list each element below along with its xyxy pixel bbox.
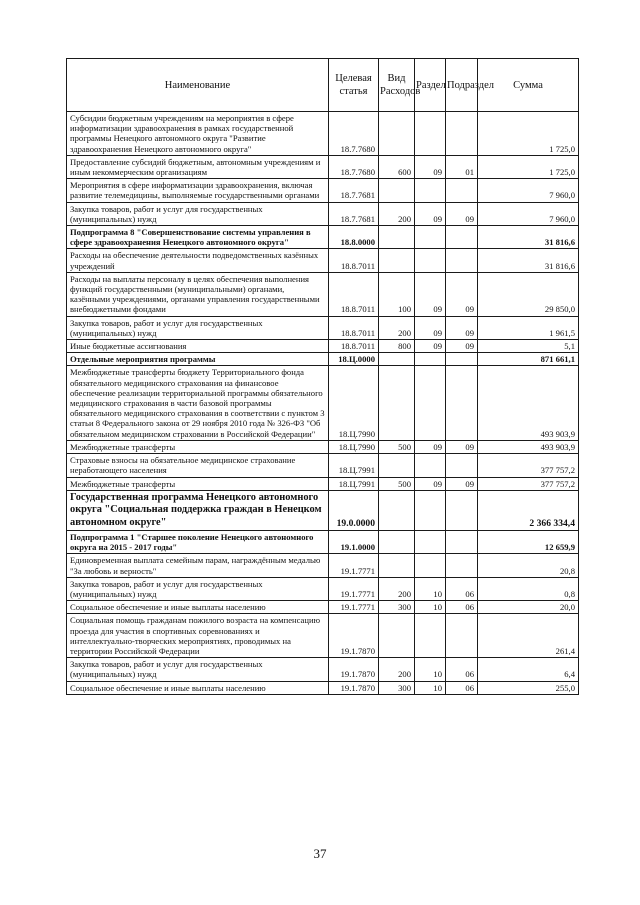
row-name: Межбюджетные трансферты	[67, 477, 329, 490]
row-amount: 493 903,9	[478, 366, 579, 440]
row-target-article: 18.Ц.7991	[329, 477, 379, 490]
row-amount: 871 661,1	[478, 353, 579, 366]
row-section	[415, 454, 446, 477]
row-amount: 12 659,9	[478, 530, 579, 553]
row-expense-type	[379, 249, 415, 272]
row-section: 09	[415, 155, 446, 178]
table-row	[67, 454, 579, 477]
table-row	[67, 226, 579, 249]
row-name: Страховые взносы на обязательное медицинское страхование неработающего населения	[67, 454, 329, 477]
row-target-article: 19.1.7771	[329, 577, 379, 600]
row-amount: 7 960,0	[478, 202, 579, 225]
table-row	[67, 681, 579, 694]
row-amount: 255,0	[478, 681, 579, 694]
row-expense-type: 200	[379, 577, 415, 600]
row-section	[415, 554, 446, 577]
header-section: Раздел	[415, 59, 446, 112]
row-name: Единовременная выплата семейным парам, награждённым медалью "За любовь и верность"	[67, 554, 329, 577]
row-section: 09	[415, 272, 446, 316]
table-row	[67, 530, 579, 553]
table-row	[67, 316, 579, 339]
row-amount: 493 903,9	[478, 440, 579, 453]
row-section	[415, 179, 446, 202]
header-amount: Сумма	[478, 59, 579, 112]
budget-table	[66, 58, 579, 695]
row-target-article: 19.1.7870	[329, 681, 379, 694]
row-section: 09	[415, 440, 446, 453]
row-expense-type	[379, 454, 415, 477]
row-expense-type: 200	[379, 316, 415, 339]
row-section: 09	[415, 316, 446, 339]
row-expense-type	[379, 366, 415, 440]
row-name: Подпрограмма 8 "Совершенствование системы управления в сфере здравоохранения Ненецкого автономного округа"	[67, 226, 329, 249]
row-expense-type: 300	[379, 601, 415, 614]
row-expense-type	[379, 226, 415, 249]
row-subsection	[446, 490, 478, 530]
row-target-article: 18.Ц.7991	[329, 454, 379, 477]
row-amount: 1 725,0	[478, 112, 579, 156]
row-name: Предоставление субсидий бюджетным, автономным учреждениям и иным некоммерческим организациям	[67, 155, 329, 178]
row-amount: 20,0	[478, 601, 579, 614]
row-amount: 0,8	[478, 577, 579, 600]
row-subsection	[446, 179, 478, 202]
row-subsection: 06	[446, 577, 478, 600]
row-name: Государственная программа Ненецкого автономного округа "Социальная поддержка граждан в Ненецком автономном округе"	[67, 490, 329, 530]
row-name: Межбюджетные трансферты	[67, 440, 329, 453]
table-row	[67, 614, 579, 658]
row-expense-type: 800	[379, 340, 415, 353]
table-row	[67, 490, 579, 530]
table-row	[67, 366, 579, 440]
row-section	[415, 249, 446, 272]
row-target-article: 18.Ц.0000	[329, 353, 379, 366]
row-name: Мероприятия в сфере информатизации здравоохранения, включая развитие телемедицины, выполняемые государственными органами	[67, 179, 329, 202]
row-subsection	[446, 454, 478, 477]
row-expense-type	[379, 112, 415, 156]
row-name: Расходы на обеспечение деятельности подведомственных казённых учреждений	[67, 249, 329, 272]
row-name: Социальное обеспечение и иные выплаты населению	[67, 601, 329, 614]
table-row	[67, 601, 579, 614]
table-row	[67, 477, 579, 490]
row-target-article: 18.7.7680	[329, 155, 379, 178]
row-amount: 2 366 334,4	[478, 490, 579, 530]
row-name: Закупка товаров, работ и услуг для государственных (муниципальных) нужд	[67, 202, 329, 225]
table-row	[67, 353, 579, 366]
row-section	[415, 490, 446, 530]
row-target-article: 19.0.0000	[329, 490, 379, 530]
row-amount: 1 725,0	[478, 155, 579, 178]
table-row	[67, 179, 579, 202]
row-section: 09	[415, 340, 446, 353]
row-expense-type: 200	[379, 658, 415, 681]
table-row	[67, 202, 579, 225]
row-amount: 5,1	[478, 340, 579, 353]
row-target-article: 18.8.7011	[329, 272, 379, 316]
row-section: 10	[415, 577, 446, 600]
row-target-article: 19.1.7771	[329, 554, 379, 577]
row-target-article: 18.7.7681	[329, 179, 379, 202]
row-subsection	[446, 226, 478, 249]
table-row	[67, 155, 579, 178]
row-subsection	[446, 353, 478, 366]
row-subsection: 06	[446, 658, 478, 681]
row-amount: 31 816,6	[478, 249, 579, 272]
row-subsection: 09	[446, 316, 478, 339]
row-amount: 7 960,0	[478, 179, 579, 202]
row-target-article: 18.8.7011	[329, 340, 379, 353]
row-subsection	[446, 366, 478, 440]
row-name: Закупка товаров, работ и услуг для государственных (муниципальных) нужд	[67, 316, 329, 339]
row-target-article: 18.8.7011	[329, 249, 379, 272]
row-name: Закупка товаров, работ и услуг для государственных (муниципальных) нужд	[67, 658, 329, 681]
row-amount: 261,4	[478, 614, 579, 658]
row-expense-type	[379, 490, 415, 530]
row-name: Закупка товаров, работ и услуг для государственных (муниципальных) нужд	[67, 577, 329, 600]
row-name: Иные бюджетные ассигнования	[67, 340, 329, 353]
row-subsection	[446, 554, 478, 577]
row-expense-type	[379, 614, 415, 658]
header-target-article: Целевая статья	[329, 59, 379, 112]
row-subsection	[446, 249, 478, 272]
row-section	[415, 353, 446, 366]
row-expense-type: 100	[379, 272, 415, 316]
row-name: Социальная помощь гражданам пожилого возраста на компенсацию проезда для участия в спортивных соревнованиях и интеллектуально-творческих мероприятиях, проводимых на территории Российской Федерации	[67, 614, 329, 658]
row-name: Расходы на выплаты персоналу в целях обеспечения выполнения функций государственными (муниципальными) органами, казёнными учреждениями, органами управления государственными внебюджетными фондами	[67, 272, 329, 316]
row-target-article: 19.1.7870	[329, 658, 379, 681]
row-target-article: 18.7.7680	[329, 112, 379, 156]
row-amount: 377 757,2	[478, 477, 579, 490]
table-row	[67, 554, 579, 577]
row-expense-type: 600	[379, 155, 415, 178]
table-row	[67, 658, 579, 681]
row-section: 10	[415, 601, 446, 614]
row-section	[415, 112, 446, 156]
table-body	[67, 112, 579, 695]
row-expense-type	[379, 530, 415, 553]
table-row	[67, 340, 579, 353]
row-expense-type	[379, 179, 415, 202]
row-section	[415, 530, 446, 553]
row-name: Социальное обеспечение и иные выплаты населению	[67, 681, 329, 694]
row-subsection	[446, 614, 478, 658]
row-expense-type: 500	[379, 440, 415, 453]
budget-table-container	[66, 58, 578, 695]
row-amount: 20,8	[478, 554, 579, 577]
row-expense-type	[379, 353, 415, 366]
row-section	[415, 226, 446, 249]
row-name: Субсидии бюджетным учреждениям на мероприятия в сфере информатизации здравоохранения в рамках государственной программы Ненецкого автономного округа "Развитие здравоохранения Ненецкого автономного округа"	[67, 112, 329, 156]
row-section	[415, 614, 446, 658]
table-row	[67, 577, 579, 600]
row-section: 10	[415, 681, 446, 694]
row-name: Отдельные мероприятия программы	[67, 353, 329, 366]
row-expense-type: 500	[379, 477, 415, 490]
row-subsection: 09	[446, 272, 478, 316]
row-expense-type: 300	[379, 681, 415, 694]
row-subsection: 09	[446, 202, 478, 225]
table-row	[67, 440, 579, 453]
row-target-article: 19.1.7771	[329, 601, 379, 614]
row-target-article: 18.Ц.7990	[329, 366, 379, 440]
row-name: Межбюджетные трансферты бюджету Территориального фонда обязательного медицинского страхования на финансовое обеспечение реализации территориальной программы обязательного медицинского страхования в части базовой программы обязательного медицинского страхования в соответствии с пунктом 3 статьи 8 Федерального закона от 29 ноября 2010 года № 326-ФЗ "Об обязательном медицинском страховании в Российской Федерации"	[67, 366, 329, 440]
row-target-article: 19.1.7870	[329, 614, 379, 658]
row-expense-type	[379, 554, 415, 577]
row-amount: 377 757,2	[478, 454, 579, 477]
row-subsection	[446, 112, 478, 156]
row-subsection: 09	[446, 340, 478, 353]
row-amount: 6,4	[478, 658, 579, 681]
row-amount: 31 816,6	[478, 226, 579, 249]
row-target-article: 19.1.0000	[329, 530, 379, 553]
header-subsection: Подраздел	[446, 59, 478, 112]
table-row	[67, 249, 579, 272]
row-target-article: 18.7.7681	[329, 202, 379, 225]
row-section: 09	[415, 477, 446, 490]
row-name: Подпрограмма 1 "Старшее поколение Ненецкого автономного округа на 2015 - 2017 годы"	[67, 530, 329, 553]
row-subsection: 09	[446, 477, 478, 490]
table-header-row	[67, 59, 579, 112]
row-target-article: 18.8.7011	[329, 316, 379, 339]
header-expense-type: Вид Расходов	[379, 59, 415, 112]
row-section	[415, 366, 446, 440]
row-subsection: 06	[446, 681, 478, 694]
row-subsection: 06	[446, 601, 478, 614]
row-section: 10	[415, 658, 446, 681]
row-amount: 29 850,0	[478, 272, 579, 316]
header-name: Наименование	[67, 59, 329, 112]
page-number: 37	[313, 846, 327, 861]
table-row	[67, 272, 579, 316]
row-section: 09	[415, 202, 446, 225]
row-target-article: 18.8.0000	[329, 226, 379, 249]
table-row	[67, 112, 579, 156]
row-subsection	[446, 530, 478, 553]
row-expense-type: 200	[379, 202, 415, 225]
row-subsection: 09	[446, 440, 478, 453]
row-subsection: 01	[446, 155, 478, 178]
row-target-article: 18.Ц.7990	[329, 440, 379, 453]
row-amount: 1 961,5	[478, 316, 579, 339]
